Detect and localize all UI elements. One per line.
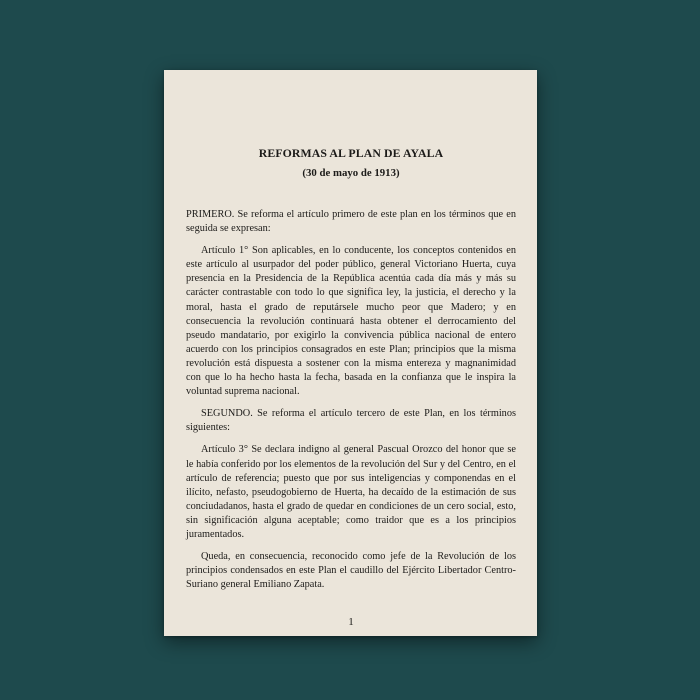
paragraph-segundo: SEGUNDO. Se reforma el artículo tercero de este Plan, en los términos siguientes:: [186, 408, 516, 434]
document-title: REFORMAS AL PLAN DE AYALA: [258, 146, 444, 160]
page-number: 1: [348, 616, 354, 628]
document-page: [164, 70, 537, 636]
page-content: [186, 70, 516, 636]
paragraph-articulo-3: Artículo 3° Se declara indigno al general Pascual Orozco del honor que se le había conferido por los elementos de la revolución del Sur y del Centro, en el artículo de referencia; puesto que por sus inteligencias y componendas en el ilícito, nefasto, pseudogobierno de Huerta, ha decaído de la estimación de sus conciudadanos, hasta el grado de quedar en condiciones de un cero social, esto, sin significación alguna aceptable; como traidor que es a los principios juramentados.: [186, 444, 516, 540]
paragraph-articulo-1: Artículo 1° Son aplicables, en lo conducente, los conceptos contenidos en este artículo al usurpador del poder público, general Victoriano Huerta, cuya presencia en la Presidencia de la República acentúa cada día más y más su carácter contrastable con todo lo que significa ley, la justicia, el derecho y la moral, hasta el grado de reputársele mucho peor que Madero; y en consecuencia la revolución continuará hasta obtener el derrocamiento del pseudo mandatario, por exigirlo la convivencia pública nacional de entero acuerdo con los principios consagrados en este Plan; principios que la misma revolución está dispuesta a sostener con la misma entereza y magnanimidad con que lo ha hecho hasta la fecha, basada en la confianza que le inspira la voluntad suprema nacional.: [186, 245, 516, 398]
paragraph-primero: PRIMERO. Se reforma el artículo primero de este plan en los términos que en seguida se expresan:: [186, 209, 516, 235]
document-date: (30 de mayo de 1913): [302, 167, 400, 179]
paragraph-queda: Queda, en consecuencia, reconocido como jefe de la Revolución de los principios condensados en este Plan el caudillo del Ejército Libertador Centro- Suriano general Emiliano Zapata.: [186, 551, 516, 591]
document-body: [186, 208, 516, 600]
